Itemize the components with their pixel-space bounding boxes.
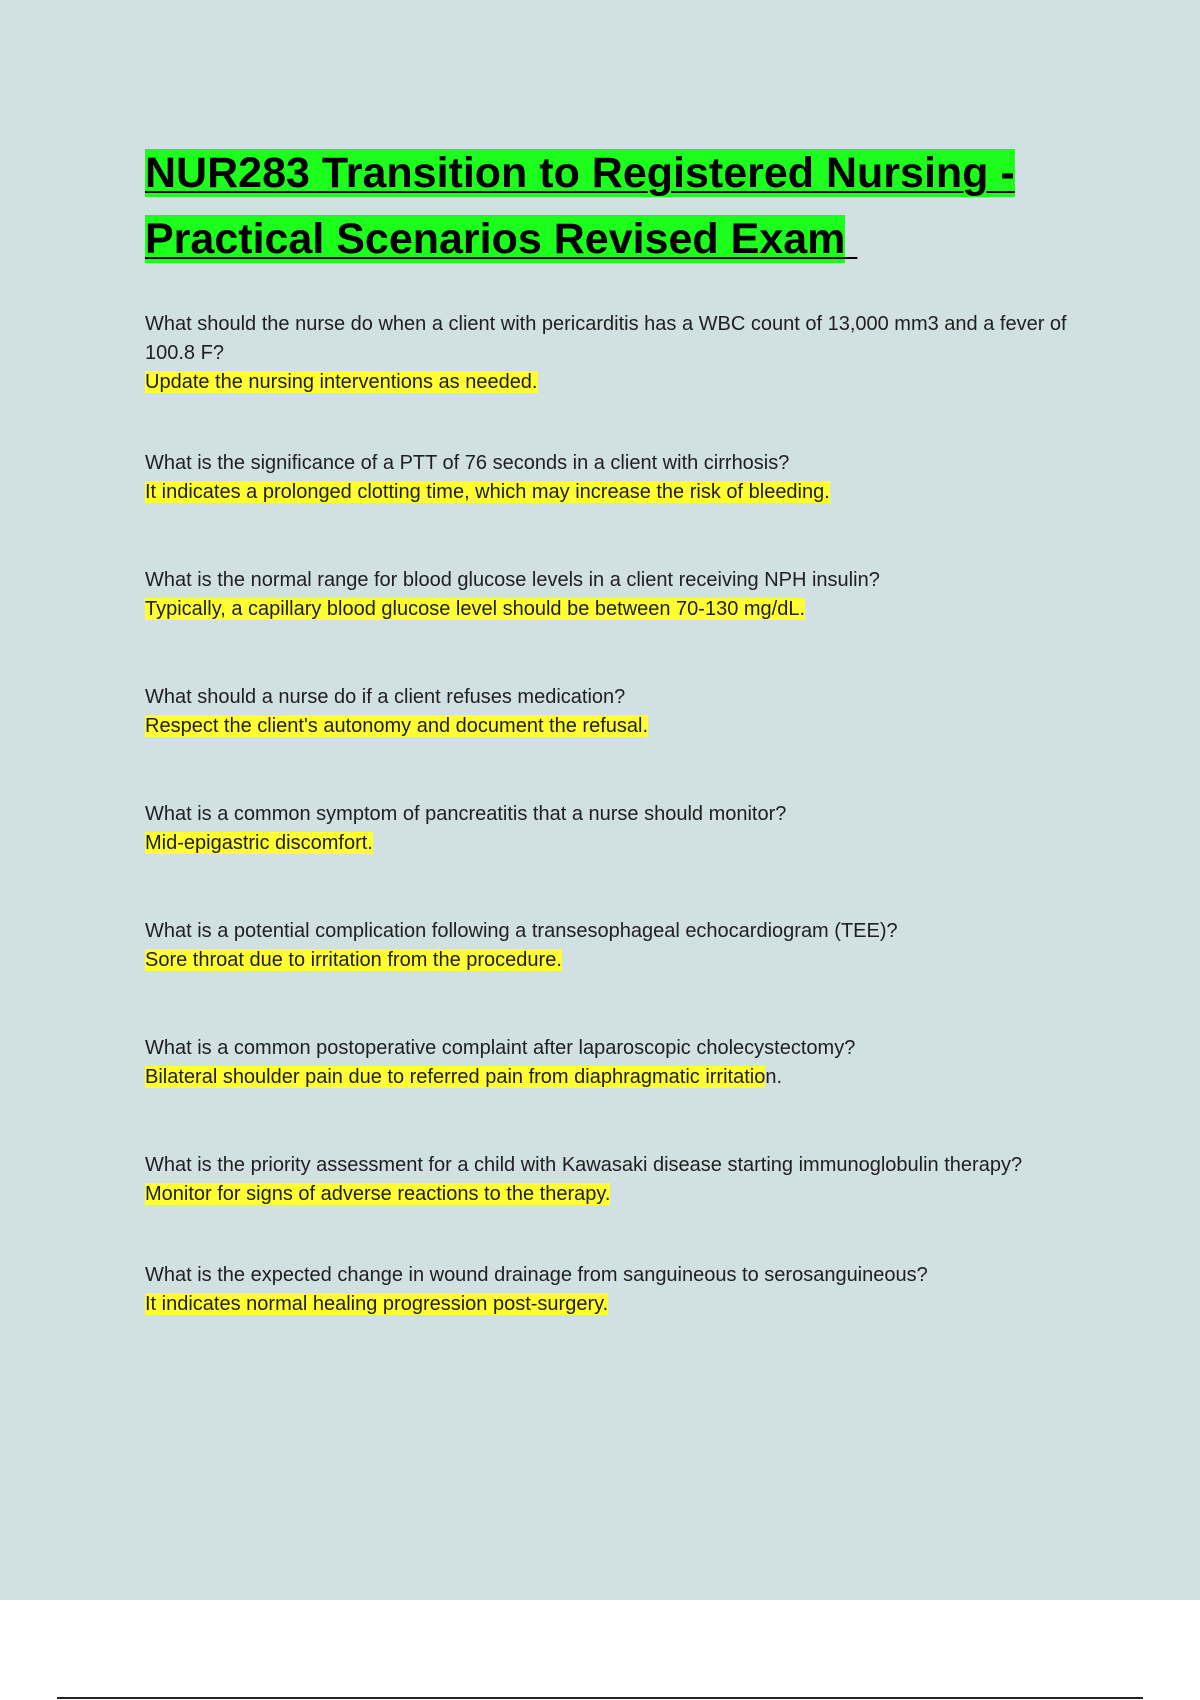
answer-highlight: Monitor for signs of adverse reactions to the therapy. — [145, 1183, 611, 1205]
answer-highlight: Mid-epigastric discomfort. — [145, 832, 373, 854]
title-line-2: Practical Scenarios Revised Exam — [145, 215, 846, 263]
title-line-1: NUR283 Transition to Registered Nursing - — [145, 149, 1015, 197]
question-text: What is the expected change in wound drainage from sanguineous to serosanguineous? — [145, 1264, 928, 1286]
document-title — [145, 140, 1095, 272]
answer-highlight: Bilateral shoulder pain due to referred pain from diaphragmatic irritatio — [145, 1066, 766, 1088]
answer-text — [145, 1180, 1095, 1209]
document-body — [145, 140, 1095, 1378]
answer-text — [145, 946, 1095, 975]
qa-list — [145, 310, 1095, 1319]
qa-item — [145, 449, 1095, 507]
qa-item — [145, 1034, 1095, 1092]
question-text: What is the significance of a PTT of 76 seconds in a client with cirrhosis? — [145, 452, 790, 474]
qa-item — [145, 800, 1095, 858]
answer-text — [145, 712, 1095, 741]
answer-highlight: Sore throat due to irritation from the procedure. — [145, 949, 562, 971]
qa-item — [145, 1261, 1095, 1319]
answer-text — [145, 829, 1095, 858]
answer-highlight: Respect the client's autonomy and document the refusal. — [145, 715, 648, 737]
question-text: What is a potential complication following a transesophageal echocardiogram (TEE)? — [145, 920, 898, 942]
answer-text — [145, 1063, 1095, 1092]
answer-highlight: It indicates normal healing progression post-surgery. — [145, 1293, 609, 1315]
answer-highlight: It indicates a prolonged clotting time, which may increase the risk of bleeding. — [145, 481, 830, 503]
question-text: What is the priority assessment for a child with Kawasaki disease starting immunoglobulin therapy? — [145, 1154, 1023, 1176]
answer-text — [145, 595, 1095, 624]
qa-item — [145, 1151, 1095, 1209]
answer-highlight: Update the nursing interventions as needed. — [145, 371, 538, 393]
question-text: What should the nurse do when a client with pericarditis has a WBC count of 13,000 mm3 and a fever of 100.8 F? — [145, 313, 1067, 364]
question-text: What is a common symptom of pancreatitis that a nurse should monitor? — [145, 803, 787, 825]
answer-highlight: Typically, a capillary blood glucose level should be between 70-130 mg/dL. — [145, 598, 806, 620]
answer-text — [145, 478, 1095, 507]
answer-text — [145, 1290, 1095, 1319]
footer-divider — [57, 1697, 1143, 1699]
question-text: What is the normal range for blood glucose levels in a client receiving NPH insulin? — [145, 569, 880, 591]
qa-item — [145, 566, 1095, 624]
answer-text — [145, 368, 1095, 397]
qa-item — [145, 310, 1095, 397]
answer-unhighlighted: n. — [765, 1066, 783, 1088]
qa-item — [145, 683, 1095, 741]
question-text: What should a nurse do if a client refuses medication? — [145, 686, 626, 708]
question-text: What is a common postoperative complaint after laparoscopic cholecystectomy? — [145, 1037, 856, 1059]
qa-item — [145, 917, 1095, 975]
